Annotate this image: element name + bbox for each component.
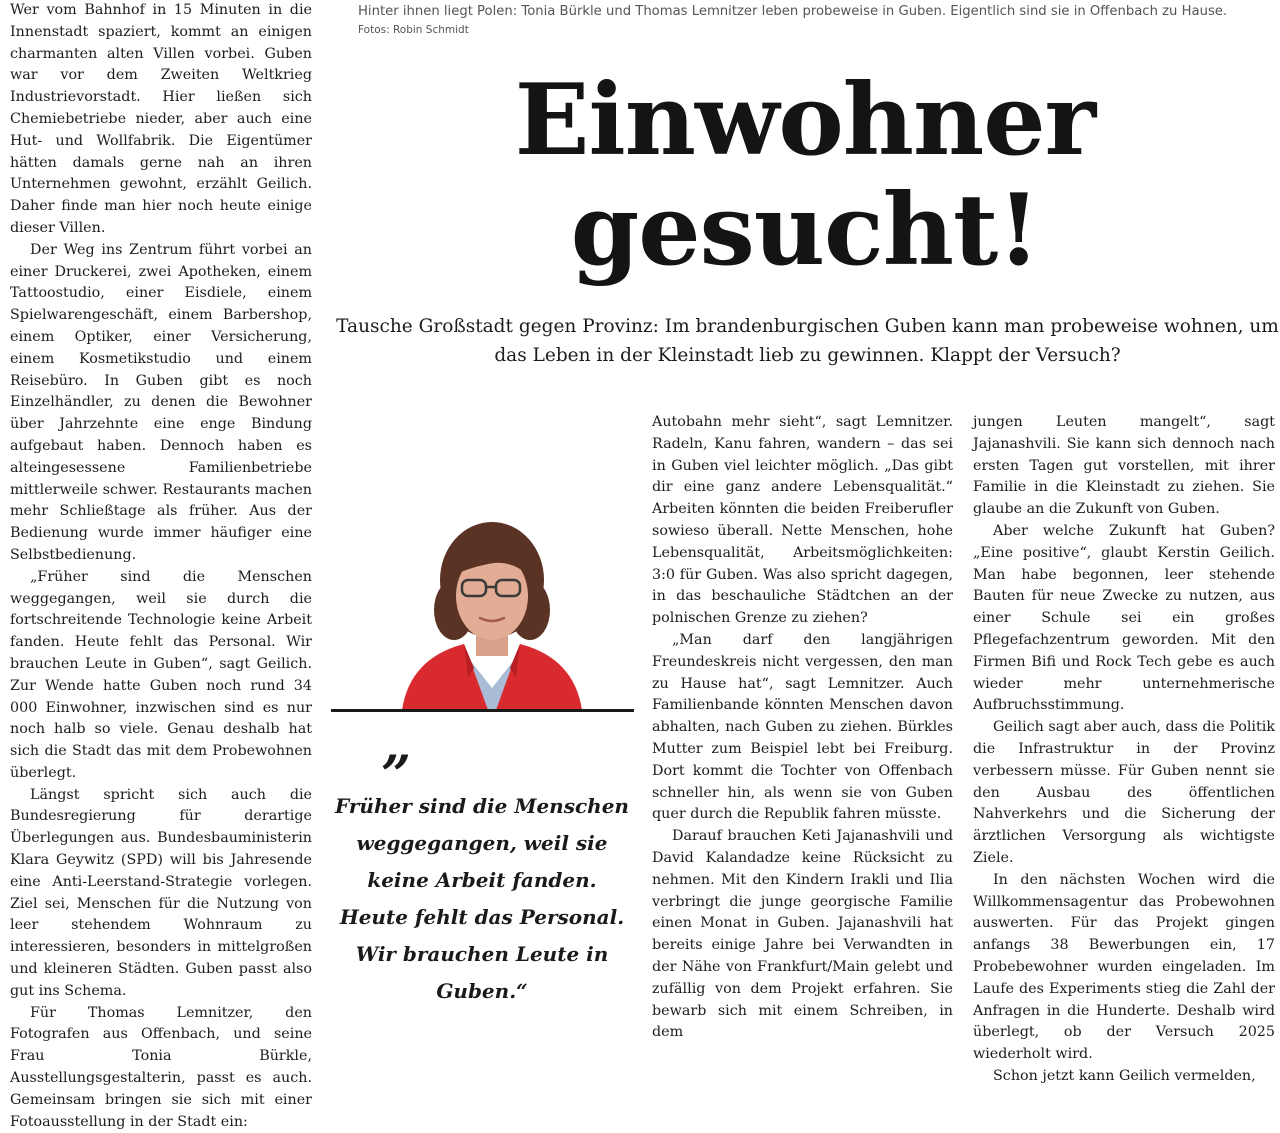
portrait-illustration <box>392 518 592 710</box>
portrait-photo <box>392 518 592 710</box>
pull-quote: Früher sind die Menschen weggegangen, weil sie keine Arbeit fanden. Heute fehlt das Personal. Wir brauchen Leute in Guben.“ <box>335 794 629 1003</box>
paragraph: Schon jetzt kann Geilich vermelden, <box>993 1067 1256 1084</box>
article-column-left <box>10 0 312 1133</box>
paragraph: Geilich sagt aber auch, dass die Politik die Infrastruktur in der Provinz verbessern müsse. Für Guben nennt sie den Ausbau des öffentlichen Nahverkehrs und die Sicherung der ärztlichen Versorgung als wichtigste Ziele. <box>973 719 1275 866</box>
photo-credit: Fotos: Robin Schmidt <box>358 24 469 36</box>
quote-mark-icon: ” <box>381 745 411 806</box>
article-column-middle <box>652 412 953 1044</box>
subheadline: Tausche Großstadt gegen Provinz: Im brandenburgischen Guben kann man probeweise wohnen, um das Leben in der Kleinstadt lieb zu gewinnen. Klappt der Versuch? <box>336 316 1279 366</box>
paragraph: Aber welche Zukunft hat Guben? „Eine positive“, glaubt Kerstin Geilich. Man habe begonnen, leer stehende Bauten für neue Zwecke zu nutzen, aus einer Schule sei ein großes Pflegefachzentrum geworden. Mit den Firmen Bifi und Rock Tech gebe es auch wieder mehr unternehmerische Aufbruchsstimmung. <box>973 522 1275 714</box>
paragraph: Autobahn mehr sieht“, sagt Lemnitzer. Radeln, Kanu fahren, wandern – das sei in Guben viel leichter möglich. „Das gibt dir eine ganz andere Lebensqualität.“ Arbeiten könnten die beiden Freiberufler sowieso überall. Nette Menschen, hohe Lebensqualität, Arbeitsmöglichkeiten: 3:0 für Guben. Was also spricht dagegen, in das beschauliche Städtchen an der polnischen Grenze zu ziehen? <box>652 414 953 627</box>
photo-caption: Hinter ihnen liegt Polen: Tonia Bürkle und Thomas Lemnitzer leben probeweise in Guben. Eigentlich sind sie in Offenbach zu Hause. <box>358 4 1228 19</box>
paragraph: Wer vom Bahnhof in 15 Minuten in die Innenstadt spaziert, kommt an einigen charmanten alten Villen vorbei. Guben war vor dem Zweiten Weltkrieg Industrievorstadt. Hier ließen sich Chemiebetriebe nieder, aber auch eine Hut- und Wollfabrik. Die Eigentümer hätten damals gerne nah an ihren Unternehmen gewohnt, erzählt Geilich. Daher finde man hier noch heute einige dieser Villen. <box>10 2 312 236</box>
paragraph: In den nächsten Wochen wird die Willkommensagentur das Probewohnen auswerten. Für das Projekt gingen anfangs 38 Bewerbungen ein, 17 Probebewohner wurden eingeladen. Im Laufe des Experiments stieg die Zahl der Anfragen in die Hunderte. Deshalb wird überlegt, ob der Versuch 2025 wiederholt wird. <box>973 871 1275 1063</box>
paragraph: Der Weg ins Zentrum führt vorbei an einer Druckerei, zwei Apotheken, einem Tattoostudio, einer Eisdiele, einem Spielwarengeschäft, einem Barbershop, einem Optiker, einer Versicherung, einem Kosmetikstudio und einem Reisebüro. In Guben gibt es noch Einzelhändler, zu denen die Bewohner über Jahrzehnte eine enge Bindung aufgebaut haben. Dennoch haben es alteingesessene Familienbetriebe mittlerweile schwer. Restaurants machen mehr Schließtage als früher. Aus der Bedienung wurde immer häufiger eine Selbstbedienung. <box>10 241 312 563</box>
article-column-right <box>973 412 1275 1088</box>
headline-line-2: gesucht! <box>570 173 1040 288</box>
paragraph: Längst spricht sich auch die Bundesregierung für derartige Überlegungen aus. Bundesbauministerin Klara Geywitz (SPD) will bis Jahresende eine Anti-Leerstand-Strategie vorlegen. Ziel sei, Menschen für die Nutzung von leer stehendem Wohnraum zu interessieren, besonders in mittelgroßen und kleineren Städten. Guben passt also gut ins Schema. <box>10 786 312 999</box>
paragraph: „Man darf den langjährigen Freundeskreis nicht vergessen, den man zu Hause hat“, sagt Lemnitzer. Auch Familienbande könnten Menschen davon abhalten, nach Guben zu ziehen. Bürkles Mutter zum Beispiel lebt bei Freiburg. Dort kommt die Tochter von Offenbach schneller hin, als wenn sie von Guben quer durch die Republik fahren müsste. <box>652 631 953 823</box>
paragraph: jungen Leuten mangelt“, sagt Jajanashvili. Sie kann sich dennoch nach ersten Tagen gut vorstellen, mit ihrer Familie in die Kleinstadt zu ziehen. Sie glaube an die Zukunft von Guben. <box>973 414 1275 518</box>
paragraph: Darauf brauchen Keti Jajanashvili und David Kalandadze keine Rücksicht zu nehmen. Mit den Kindern Irakli und Ilia verbringt die junge georgische Familie einen Monat in Guben. Jajanashvili hat bereits einige Jahre bei Verwandten in der Nähe von Frankfurt/Main gelebt und zufällig von dem Projekt erfahren. Sie bewarb sich mit einem Schreiben, in dem <box>652 828 953 1041</box>
photo-divider <box>331 709 634 712</box>
paragraph: „Früher sind die Menschen weggegangen, weil sie durch die fortschreitende Technologie keine Arbeit fanden. Heute fehlt das Personal. Wir brauchen Leute in Guben“, sagt Geilich. Zur Wende hatte Guben noch rund 34 000 Einwohner, inzwischen sind es nur noch halb so viele. Genau deshalb hat sich die Stadt das mit dem Probewohnen überlegt. <box>10 568 312 781</box>
headline-line-1: Einwohner <box>514 63 1096 178</box>
paragraph: Für Thomas Lemnitzer, den Fotografen aus Offenbach, und seine Frau Tonia Bürkle, Ausstellungsgestalterin, passt es auch. Gemeinsam bringen sie sich mit einer Fotoausstellung in der Stadt ein: <box>10 1004 312 1130</box>
